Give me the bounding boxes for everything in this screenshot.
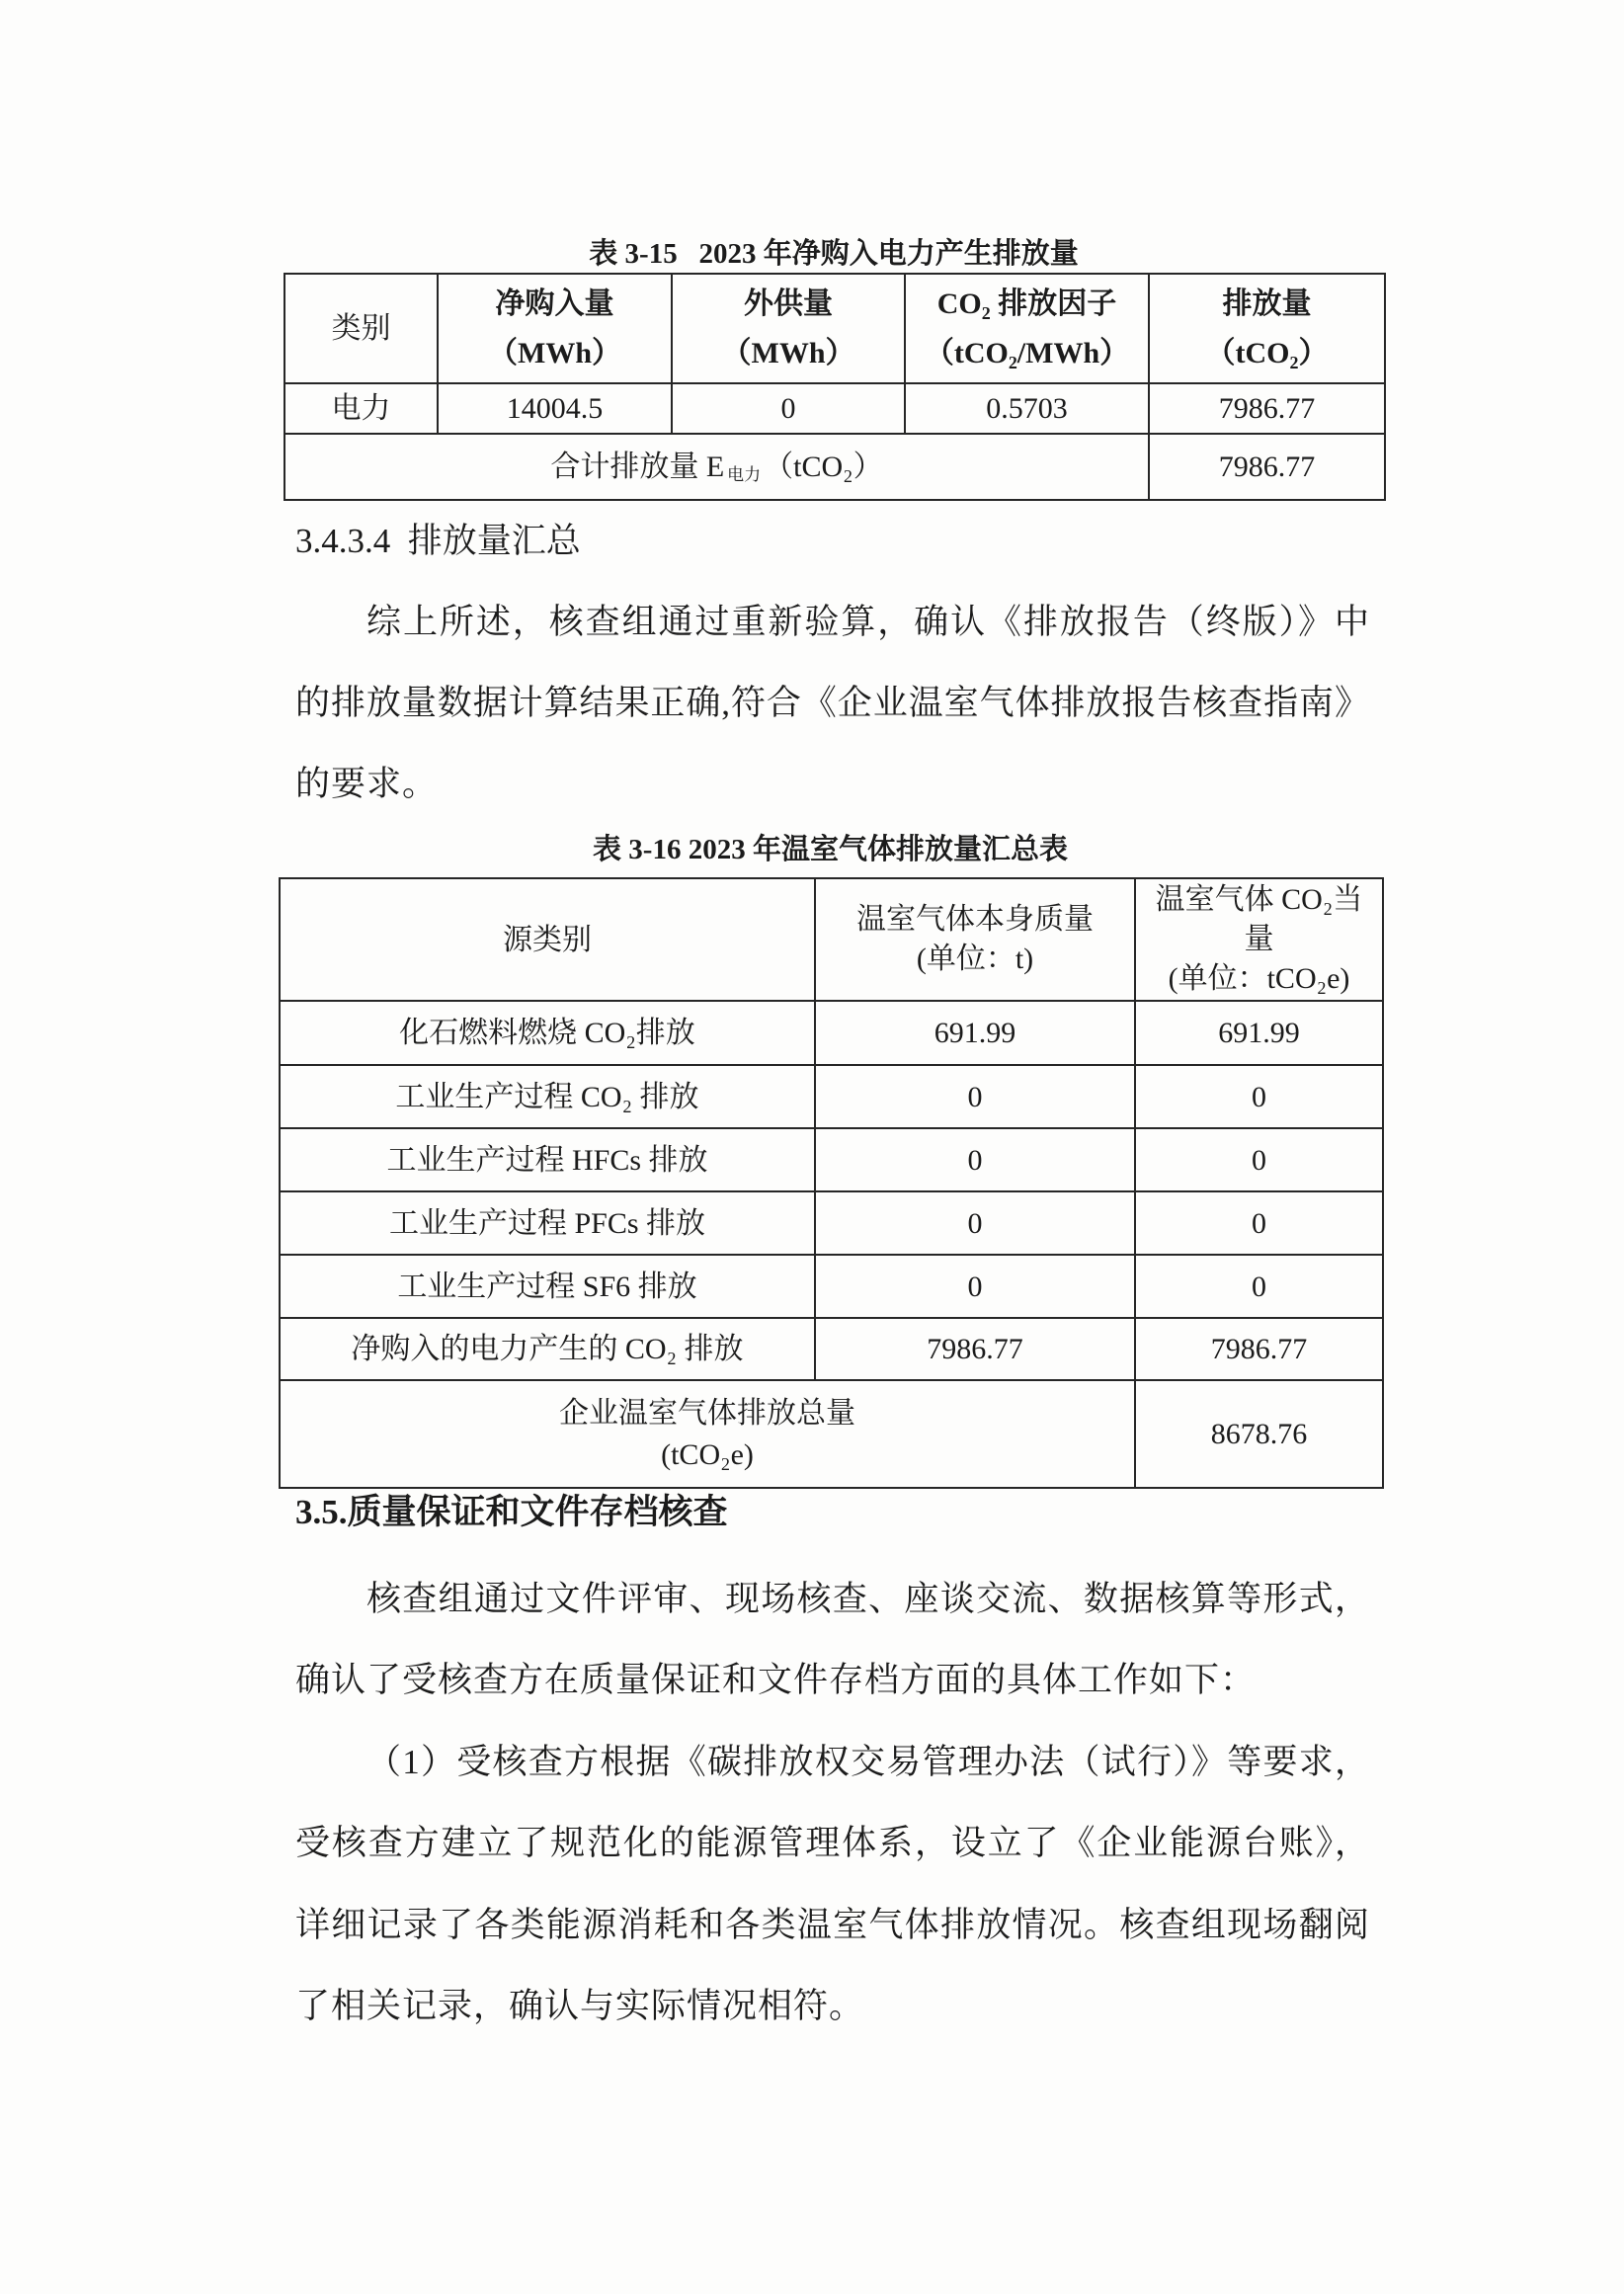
cell-source: 工业生产过程 SF6 排放 <box>280 1255 815 1318</box>
header-unit: （tCO₂） <box>1205 336 1329 369</box>
header-unit: (单位：t) <box>916 942 1034 975</box>
cell-emissions: 7986.77 <box>1149 383 1385 434</box>
table-row <box>280 1001 1383 1065</box>
cell-source: 化石燃料燃烧 CO₂排放 <box>280 1001 815 1065</box>
table-row <box>280 1255 1383 1318</box>
cell-mass: 0 <box>815 1065 1135 1128</box>
cell-external-supply: 0 <box>672 383 905 434</box>
cell-source: 工业生产过程 HFCs 排放 <box>280 1128 815 1191</box>
table-3-16 <box>279 877 1384 1489</box>
cell-net-purchase: 14004.5 <box>438 383 672 434</box>
header-net-purchase <box>438 274 672 383</box>
cell-mass: 0 <box>815 1128 1135 1191</box>
table-row <box>280 1128 1383 1191</box>
paragraph-line: 了相关记录，确认与实际情况相符。 <box>295 1986 865 2025</box>
table-row <box>280 1318 1383 1380</box>
header-line: 温室气体 CO₂当 <box>1155 883 1363 916</box>
paragraph-line: 综上所述，核查组通过重新验算，确认《排放报告（终版）》中 <box>366 603 1369 641</box>
header-line: 温室气体本身质量 <box>856 903 1094 936</box>
header-co2e <box>1135 878 1383 1001</box>
total-label-unit: (tCO₂e) <box>661 1437 754 1471</box>
cell-co2e: 7986.77 <box>1135 1318 1383 1380</box>
header-unit: （MWh） <box>721 336 855 369</box>
header-line: 量 <box>1244 923 1274 955</box>
cell-source: 工业生产过程 PFCs 排放 <box>280 1191 815 1255</box>
cell-category: 电力 <box>284 383 438 434</box>
paragraph-line: （1）受核查方根据《碳排放权交易管理办法（试行）》等要求， <box>366 1742 1369 1781</box>
cell-emission-factor: 0.5703 <box>905 383 1149 434</box>
paragraph-line: 受核查方建立了规范化的能源管理体系，设立了《企业能源台账》， <box>295 1824 1369 1863</box>
paragraph-group <box>295 1559 1369 2047</box>
header-line: 外供量 <box>744 287 833 320</box>
header-mass <box>815 878 1135 1001</box>
total-label-line: 企业温室气体排放总量 <box>559 1396 855 1430</box>
header-unit: （MWh） <box>488 336 621 369</box>
cell-co2e: 0 <box>1135 1191 1383 1255</box>
cell-mass: 691.99 <box>815 1001 1135 1065</box>
paragraph <box>295 582 1369 825</box>
paragraph-line: 核查组通过文件评审、现场核查、座谈交流、数据核算等形式， <box>366 1580 1369 1618</box>
cell-mass: 0 <box>815 1255 1135 1318</box>
table-3-16-caption: 表 3-16 2023 年温室气体排放量汇总表 <box>593 834 1068 865</box>
header-line: 净购入量 <box>495 287 614 320</box>
total-label-subscript: 电力 <box>727 464 762 484</box>
cell-mass: 7986.77 <box>815 1318 1135 1380</box>
table-row <box>280 1191 1383 1255</box>
cell-mass: 0 <box>815 1191 1135 1255</box>
header-line: 排放量 <box>1222 287 1312 320</box>
header-unit: (单位：tCO₂e) <box>1168 962 1350 995</box>
header-external-supply <box>672 274 905 383</box>
cell-co2e: 0 <box>1135 1065 1383 1128</box>
paragraph-line: 确认了受核查方在质量保证和文件存档方面的具体工作如下： <box>295 1661 1257 1700</box>
header-unit: （tCO₂/MWh） <box>924 336 1130 369</box>
cell-source: 工业生产过程 CO₂ 排放 <box>280 1065 815 1128</box>
table-3-15-caption: 表 3-15 2023 年净购入电力产生排放量 <box>589 238 1079 270</box>
table-3-15 <box>284 273 1386 501</box>
header-emission-factor <box>905 274 1149 383</box>
cell-co2e: 691.99 <box>1135 1001 1383 1065</box>
total-label-prefix: 合计排放量 E <box>550 450 725 483</box>
total-label-suffix: （tCO₂） <box>764 450 883 483</box>
table-header-row <box>280 878 1383 1001</box>
header-source: 源类别 <box>280 878 815 1001</box>
total-value: 8678.76 <box>1135 1380 1383 1488</box>
paragraph-line: 的要求。 <box>295 765 439 803</box>
cell-co2e: 0 <box>1135 1255 1383 1318</box>
paragraph-line: 详细记录了各类能源消耗和各类温室气体排放情况。核查组现场翻阅 <box>295 1905 1369 1944</box>
cell-source: 净购入的电力产生的 CO₂ 排放 <box>280 1318 815 1380</box>
table-row <box>280 1065 1383 1128</box>
table-header-row <box>284 274 1385 383</box>
paragraph-line: 的排放量数据计算结果正确,符合《企业温室气体排放报告核查指南》 <box>295 684 1369 722</box>
cell-co2e: 0 <box>1135 1128 1383 1191</box>
header-line: CO₂ 排放因子 <box>936 287 1117 320</box>
total-label <box>284 434 1149 500</box>
table-row <box>284 383 1385 434</box>
header-category: 类别 <box>284 274 438 383</box>
section-heading-3-5: 3.5.质量保证和文件存档核查 <box>295 1493 728 1531</box>
table-total-row <box>284 434 1385 500</box>
header-emissions <box>1149 274 1385 383</box>
total-value: 7986.77 <box>1149 434 1385 500</box>
section-heading-3-4-3-4: 3.4.3.4 排放量汇总 <box>295 522 581 560</box>
